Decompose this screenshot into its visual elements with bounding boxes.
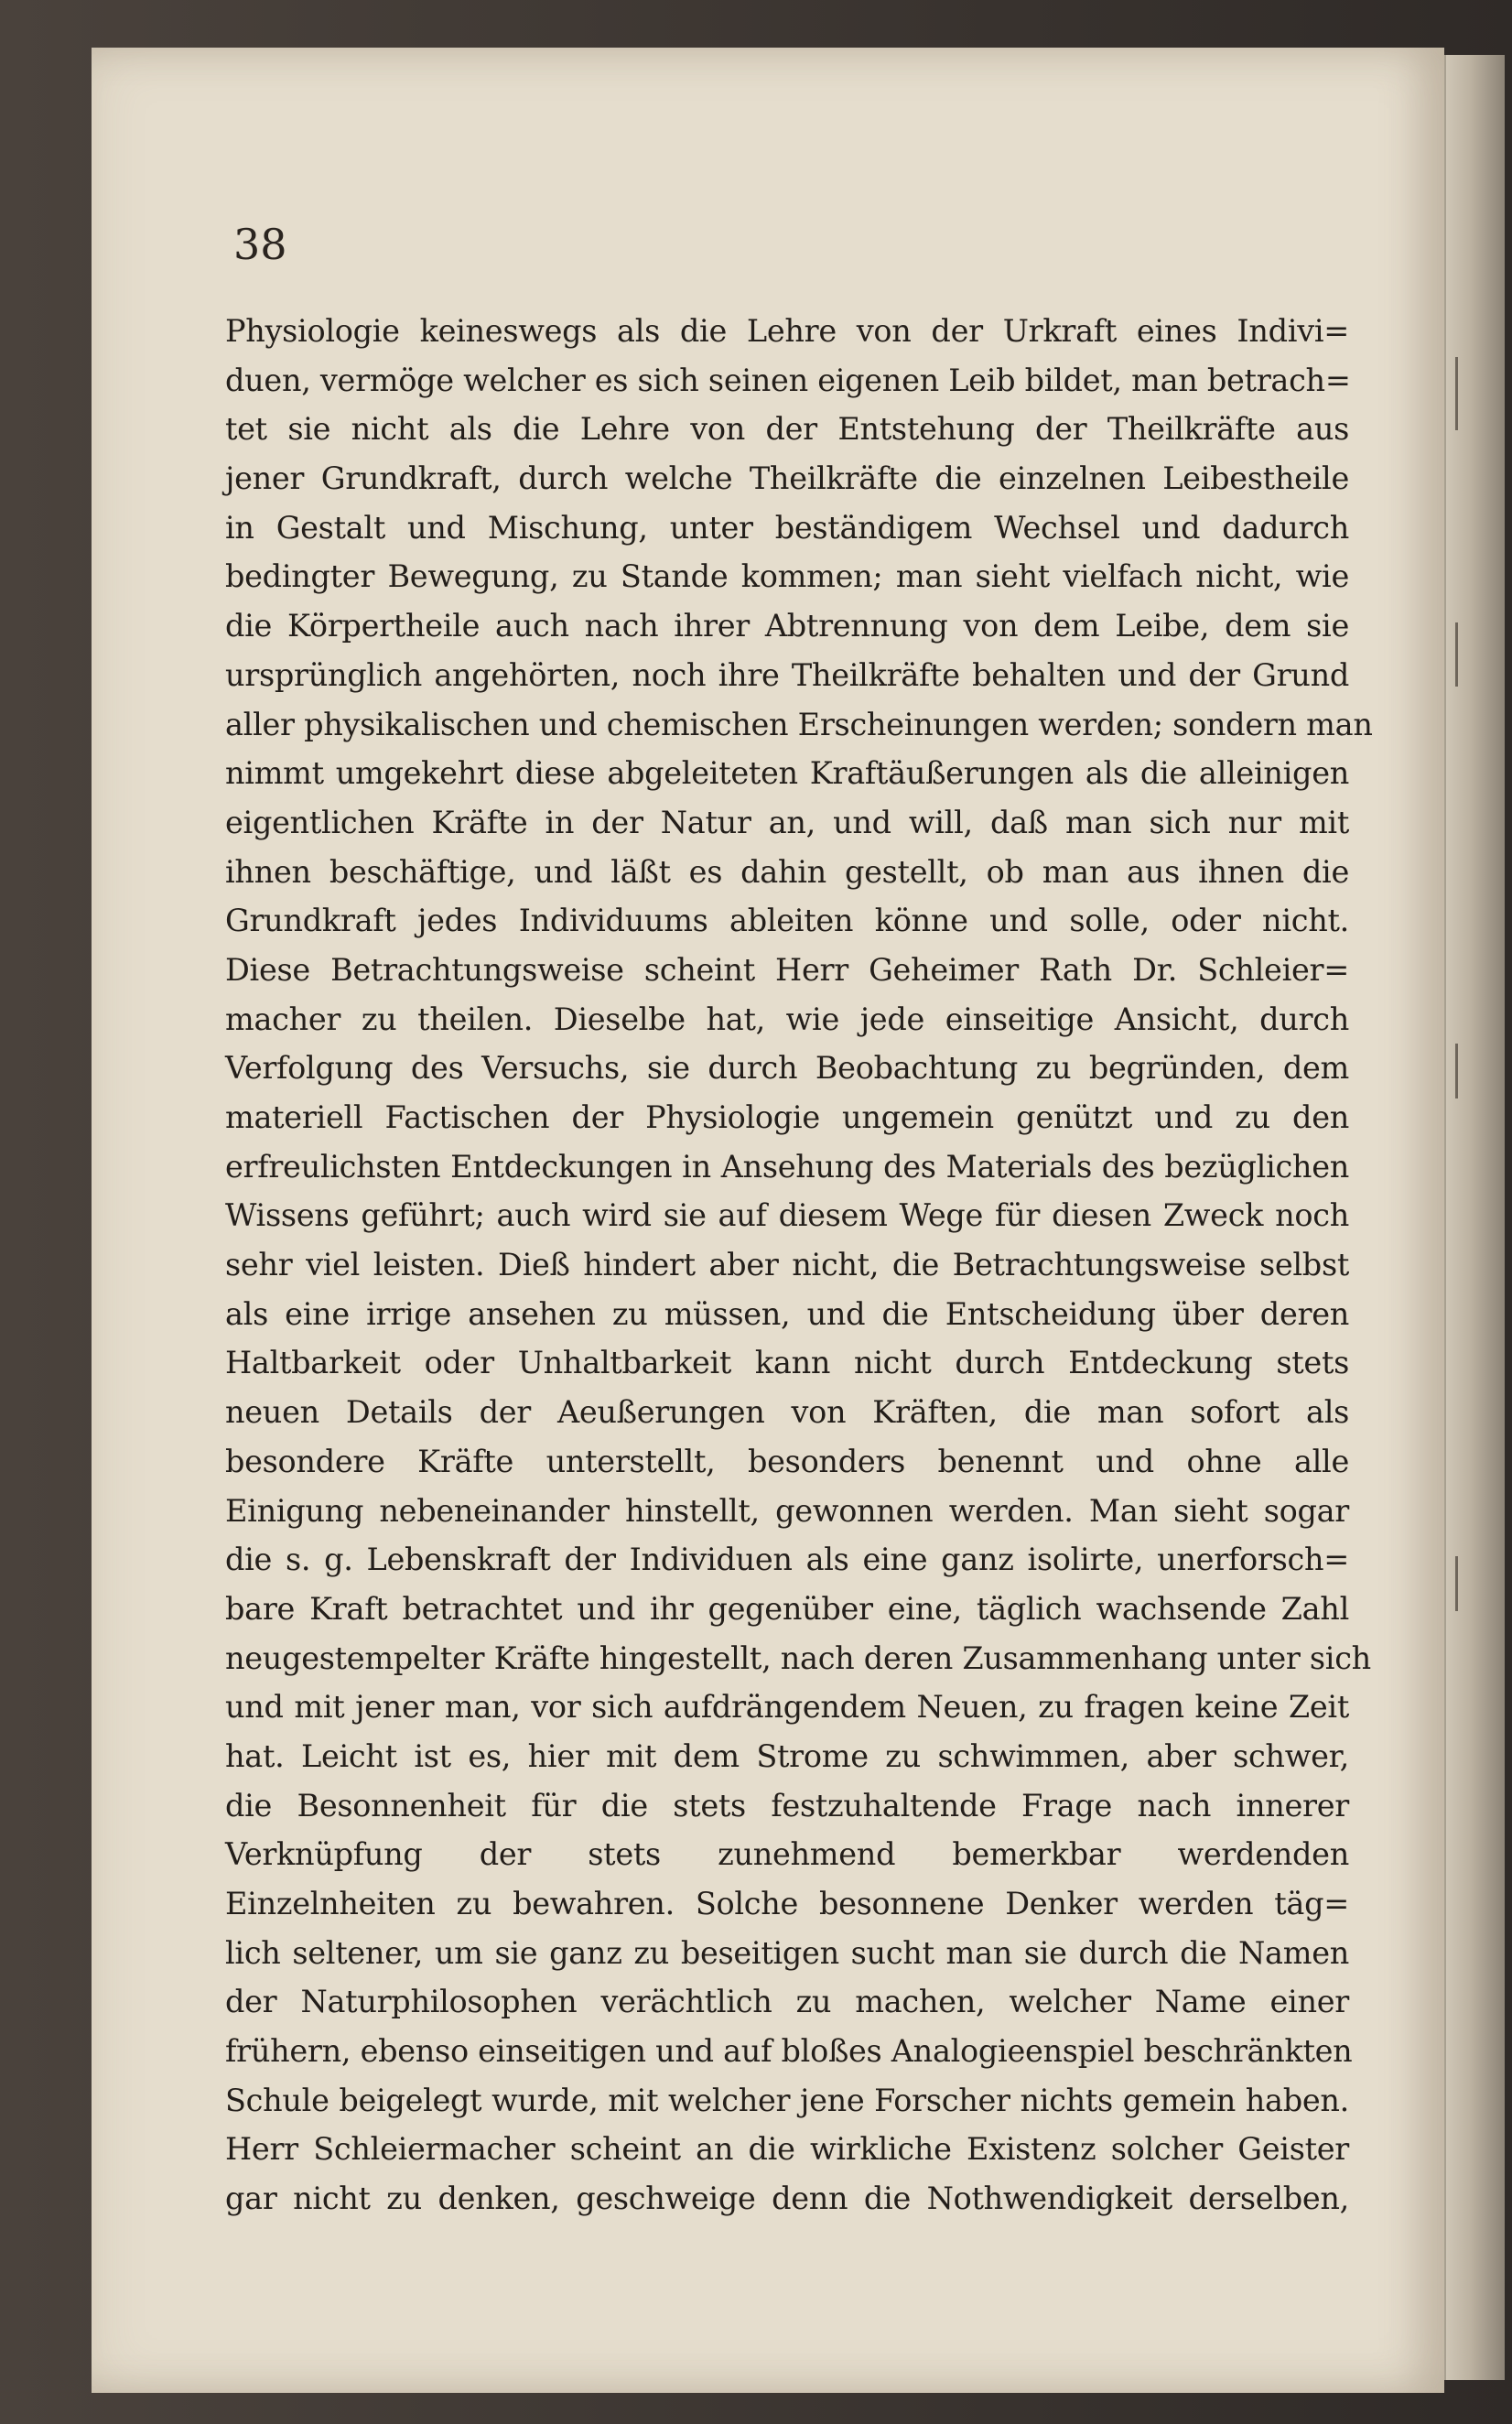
text-line: besondere Kräfte unterstellt, besonders benennt und ohne alle bbox=[225, 1443, 1349, 1479]
text-line: Diese Betrachtungsweise scheint Herr Geheimer Rath Dr. Schleier= bbox=[225, 951, 1349, 988]
text-line: tet sie nicht als die Lehre von der Entstehung der Theilkräfte aus bbox=[225, 411, 1349, 448]
text-line: neuen Details der Aeußerungen von Kräften, die man sofort als bbox=[225, 1394, 1349, 1431]
page-number: 38 bbox=[233, 220, 287, 269]
text-line: Physiologie keineswegs als die Lehre von der Urkraft eines Indivi= bbox=[225, 313, 1349, 349]
text-line: bare Kraft betrachtet und ihr gegenüber eine, täglich wachsende Zahl bbox=[225, 1590, 1349, 1627]
text-line: duen, vermöge welcher es sich seinen eigenen Leib bildet, man betrach= bbox=[225, 362, 1351, 398]
text-line: eigentlichen Kräfte in der Natur an, und will, daß man sich nur mit bbox=[225, 804, 1349, 840]
text-line: die s. g. Lebenskraft der Individuen als eine ganz isolirte, unerforsch= bbox=[225, 1542, 1349, 1578]
text-line: nimmt umgekehrt diese abgeleiteten Kraftäußerungen als die alleinigen bbox=[225, 755, 1349, 792]
text-line: ihnen beschäftige, und läßt es dahin gestellt, ob man aus ihnen die bbox=[225, 853, 1349, 890]
text-line: neugestempelter Kräfte hingestellt, nach deren Zusammenhang unter sich bbox=[225, 1639, 1371, 1676]
text-line: die Körpertheile auch nach ihrer Abtrennung von dem Leibe, dem sie bbox=[225, 608, 1349, 644]
text-line: in Gestalt und Mischung, unter beständigem Wechsel und dadurch bbox=[225, 509, 1349, 546]
text-line: gar nicht zu denken, geschweige denn die Nothwendigkeit derselben, bbox=[225, 2181, 1349, 2217]
text-line: erfreulichsten Entdeckungen in Ansehung des Materials des bezüglichen bbox=[225, 1148, 1349, 1185]
text-line: ursprünglich angehörten, noch ihre Theilkräfte behalten und der Grund bbox=[225, 656, 1349, 693]
text-line: materiell Factischen der Physiologie ungemein genützt und zu den bbox=[225, 1099, 1349, 1135]
text-line: Grundkraft jedes Individuums ableiten könne und solle, oder nicht. bbox=[225, 903, 1349, 939]
text-line: Verfolgung des Versuchs, sie durch Beobachtung zu begründen, dem bbox=[225, 1050, 1349, 1087]
text-line: lich seltener, um sie ganz zu beseitigen sucht man sie durch die Namen bbox=[225, 1934, 1349, 1971]
text-line: die Besonnenheit für die stets festzuhaltende Frage nach innerer bbox=[225, 1787, 1349, 1823]
text-line: frühern, ebenso einseitigen und auf bloßes Analogieenspiel beschränkten bbox=[225, 2033, 1353, 2070]
text-line: der Naturphilosophen verächtlich zu machen, welcher Name einer bbox=[225, 1984, 1349, 2020]
text-line: Verknüpfung der stets zunehmend bemerkbar werdenden bbox=[225, 1836, 1349, 1873]
text-line: Haltbarkeit oder Unhaltbarkeit kann nicht durch Entdeckung stets bbox=[225, 1345, 1349, 1381]
text-line: hat. Leicht ist es, hier mit dem Strome zu schwimmen, aber schwer, bbox=[225, 1737, 1349, 1774]
text-line: Wissens geführt; auch wird sie auf diesem Wege für diesen Zweck noch bbox=[225, 1197, 1349, 1234]
text-line: als eine irrige ansehen zu müssen, und die Entscheidung über deren bbox=[225, 1295, 1349, 1332]
text-line: bedingter Bewegung, zu Stande kommen; man sieht vielfach nicht, wie bbox=[225, 558, 1349, 595]
text-line: Herr Schleiermacher scheint an die wirkliche Existenz solcher Geister bbox=[225, 2131, 1349, 2168]
text-line: und mit jener man, vor sich aufdrängendem Neuen, zu fragen keine Zeit bbox=[225, 1689, 1349, 1726]
body-text bbox=[225, 307, 1373, 2224]
text-line: Einzelnheiten zu bewahren. Solche besonnene Denker werden täg= bbox=[225, 1886, 1349, 1921]
text-line: Einigung nebeneinander hinstellt, gewonnen werden. Man sieht sogar bbox=[225, 1492, 1349, 1529]
text-line: Schule beigelegt wurde, mit welcher jene Forscher nichts gemein haben. bbox=[225, 2082, 1349, 2118]
text-line: sehr viel leisten. Dieß hindert aber nicht, die Betrachtungsweise selbst bbox=[225, 1247, 1349, 1283]
page-edge bbox=[1444, 55, 1505, 2380]
text-line: macher zu theilen. Dieselbe hat, wie jede einseitige Ansicht, durch bbox=[225, 1001, 1349, 1037]
text-line: aller physikalischen und chemischen Erscheinungen werden; sondern man bbox=[225, 706, 1373, 742]
text-line: jener Grundkraft, durch welche Theilkräfte die einzelnen Leibestheile bbox=[225, 460, 1349, 497]
